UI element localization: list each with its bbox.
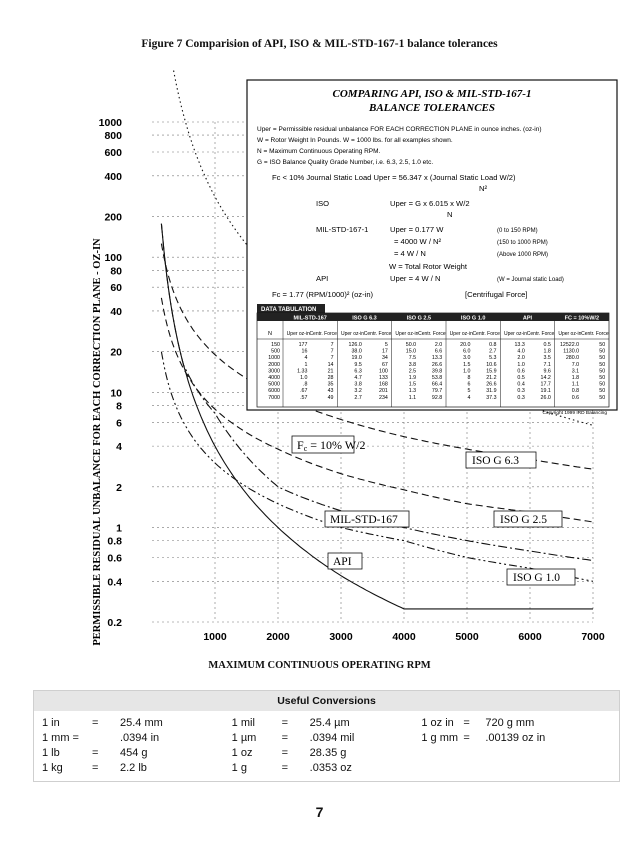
useful-conversions-panel bbox=[33, 690, 620, 782]
formula-fc-denominator: N² bbox=[479, 184, 488, 193]
tab-cell: 4.7 bbox=[354, 375, 362, 381]
curve-labels bbox=[292, 436, 575, 585]
x-tick-label: 3000 bbox=[329, 631, 353, 643]
tab-cell: 1.1 bbox=[408, 394, 417, 401]
y-tick-label: 200 bbox=[104, 211, 122, 224]
tab-cell: 2.7 bbox=[489, 348, 497, 355]
tab-uper-header: Uper oz-in bbox=[286, 331, 310, 337]
tab-cell: 14 bbox=[327, 361, 334, 368]
iso-label: ISO bbox=[316, 199, 330, 208]
y-tick-label: 10 bbox=[110, 387, 122, 400]
tab-cell: 7.1 bbox=[543, 361, 551, 368]
y-tick-label: 400 bbox=[104, 170, 122, 183]
tab-cell: 7 bbox=[330, 342, 334, 348]
tab-cell: 39.8 bbox=[431, 368, 443, 375]
x-tick-label: 5000 bbox=[455, 631, 479, 643]
tab-cell: 4 bbox=[304, 355, 308, 362]
conversion-equals: = bbox=[281, 762, 289, 774]
tab-group-header: ISO G 2.5 bbox=[406, 315, 432, 322]
tab-cell: 15.9 bbox=[486, 368, 497, 375]
tab-cell: 3.1 bbox=[571, 368, 580, 375]
tab-cell: 92.8 bbox=[431, 394, 443, 401]
tab-cell: 14.2 bbox=[540, 375, 551, 381]
tab-cell: 19.1 bbox=[540, 388, 551, 395]
tab-cell: 50 bbox=[599, 394, 606, 401]
tab-cell: 1000 bbox=[268, 355, 280, 362]
conversion-unit: 1 µm bbox=[231, 732, 257, 744]
conversion-unit: 1 g bbox=[231, 762, 247, 774]
tab-cell: 43 bbox=[327, 388, 334, 395]
label-fc-10-percent: Fc = 10% W/2 bbox=[297, 438, 366, 453]
tab-cell: 16 bbox=[301, 348, 308, 355]
tab-cell: 50 bbox=[599, 375, 606, 381]
tab-cell: 6.6 bbox=[434, 348, 443, 355]
tab-cell: 0.6 bbox=[517, 368, 525, 375]
tab-cell: 2.7 bbox=[354, 394, 362, 401]
conversion-unit: 1 oz bbox=[231, 747, 253, 759]
tab-cell: 201 bbox=[379, 388, 388, 395]
conversion-row bbox=[42, 746, 232, 761]
tab-cell: 2.0 bbox=[517, 355, 525, 362]
y-axis-label: PERMISSIBLE RESIDUAL UNBALANCE FOR EACH CORRECTION PLANE - OZ-IN bbox=[92, 238, 103, 646]
mil-note-1: (0 to 150 RPM) bbox=[497, 228, 538, 234]
def-w: W = Rotor Weight In Pounds. W = 1000 lbs. for all examples shown. bbox=[257, 137, 453, 144]
tab-cell: 0.3 bbox=[517, 388, 525, 395]
tab-cell: 3.8 bbox=[408, 361, 417, 368]
tab-cell: 0.4 bbox=[517, 381, 525, 388]
y-tick-label: 60 bbox=[110, 282, 122, 295]
label-iso-g-2-5: ISO G 2.5 bbox=[500, 514, 547, 526]
tab-cell: 21.2 bbox=[486, 375, 497, 381]
y-tick-label: 800 bbox=[104, 130, 122, 143]
inset-title-line1: COMPARING API, ISO & MIL-STD-167-1 bbox=[332, 88, 532, 100]
conversion-equals: = bbox=[92, 762, 99, 774]
tab-cell: 7 bbox=[330, 355, 334, 362]
tab-cell: 50 bbox=[599, 348, 606, 355]
tab-cell: 50.0 bbox=[405, 342, 417, 348]
mil-note-2: (150 to 1000 RPM) bbox=[497, 240, 548, 246]
y-tick-label: 4 bbox=[116, 441, 122, 454]
tab-cell: 0.5 bbox=[543, 342, 551, 348]
conversion-value: .0394 in bbox=[120, 732, 160, 744]
conversion-equals: = bbox=[281, 747, 289, 759]
conversion-row bbox=[232, 761, 422, 776]
conversion-value: 2.2 lb bbox=[120, 762, 147, 774]
tab-cell: 3.0 bbox=[463, 355, 471, 362]
y-tick-label: 80 bbox=[110, 265, 122, 278]
tab-cell: 49 bbox=[327, 394, 334, 401]
conversion-equals: = bbox=[281, 717, 289, 729]
y-tick-label: 0.8 bbox=[107, 535, 122, 548]
tab-cell: 26.6 bbox=[431, 361, 443, 368]
conversion-unit: 1 oz in bbox=[421, 717, 454, 729]
tab-cell: 21 bbox=[327, 368, 334, 375]
conversion-equals: = bbox=[92, 717, 99, 729]
tab-cell: 67 bbox=[381, 361, 388, 368]
conversion-equals bbox=[92, 731, 120, 746]
mil-formula-3: = 4 W / N bbox=[394, 249, 426, 258]
tab-cell: 53.8 bbox=[431, 375, 443, 381]
tab-cell: 0.8 bbox=[571, 388, 580, 395]
tab-group-header: ISO G 1.0 bbox=[460, 315, 486, 322]
tab-cell: 1.9 bbox=[408, 375, 417, 381]
tab-cell: 0.8 bbox=[489, 342, 497, 348]
page-number: 7 bbox=[315, 804, 324, 820]
tab-cell: 31.9 bbox=[486, 388, 497, 395]
tab-cell: 6 bbox=[467, 381, 471, 388]
tab-cell: 5000 bbox=[268, 381, 280, 388]
tab-cell: 1.8 bbox=[543, 348, 551, 355]
tab-cell: 1.8 bbox=[571, 375, 580, 381]
tab-label: DATA TABULATION bbox=[261, 307, 317, 313]
conversion-unit: 1 g mm bbox=[421, 732, 459, 744]
label-iso-g-1-0: ISO G 1.0 bbox=[513, 572, 560, 584]
conversion-row bbox=[42, 761, 232, 776]
fc-formula: Fc = 1.77 (RPM/1000)² (oz-in) bbox=[272, 290, 374, 299]
total-rotor-weight: W = Total Rotor Weight bbox=[389, 262, 468, 271]
tab-force-header: Centr. Force bbox=[526, 331, 555, 337]
tab-cell: 34 bbox=[381, 355, 388, 362]
y-tick-label: 600 bbox=[104, 146, 122, 159]
conversion-equals: = bbox=[463, 732, 470, 744]
tab-cell: 50 bbox=[599, 342, 606, 348]
conversions-column-small-units bbox=[232, 716, 422, 776]
conversion-equals: = bbox=[463, 717, 470, 729]
label-mil-std-167: MIL-STD-167 bbox=[330, 514, 398, 526]
x-tick-label: 2000 bbox=[266, 631, 290, 643]
tab-cell: 0.3 bbox=[517, 394, 525, 401]
mil-label: MIL-STD-167-1 bbox=[316, 225, 369, 234]
conversion-value: .0394 mil bbox=[309, 732, 355, 744]
formula-fc-limit: Fc < 10% Journal Static Load Uper = 56.347 x (Journal Static Load W/2) bbox=[272, 173, 516, 182]
tab-uper-header: Uper oz-in bbox=[395, 331, 419, 337]
conversions-column-unbalance bbox=[421, 716, 611, 776]
tab-cell: 7.5 bbox=[408, 355, 417, 362]
conversion-row bbox=[42, 716, 232, 731]
tab-group-header: MIL-STD-167 bbox=[293, 315, 327, 322]
tab-cell: 1.0 bbox=[463, 368, 471, 375]
tab-force-header: Centr. Force bbox=[309, 331, 337, 337]
tab-cell: 50 bbox=[599, 355, 606, 362]
y-tick-label: 2 bbox=[116, 481, 122, 494]
conversion-equals: = bbox=[281, 732, 289, 744]
tab-cell: 234 bbox=[379, 394, 388, 401]
x-tick-label: 7000 bbox=[581, 631, 605, 643]
tab-group-header: API bbox=[522, 315, 533, 322]
tab-cell: 7000 bbox=[268, 394, 280, 401]
tab-cell: 168 bbox=[379, 381, 388, 388]
x-axis-label: MAXIMUM CONTINUOUS OPERATING RPM bbox=[208, 660, 431, 671]
mil-formula-2: = 4000 W / N² bbox=[394, 237, 442, 246]
tab-cell: 177 bbox=[298, 342, 308, 348]
tab-cell: 26.0 bbox=[540, 394, 551, 401]
tab-cell: 5 bbox=[467, 388, 471, 395]
tab-cell: 4000 bbox=[268, 375, 280, 381]
tab-force-header: Centr. Force bbox=[581, 331, 609, 337]
conversion-unit: 1 lb bbox=[42, 747, 60, 759]
tab-cell: 1.5 bbox=[463, 361, 471, 368]
tab-cell: 9.5 bbox=[354, 361, 362, 368]
conversion-unit: 1 mil bbox=[231, 717, 255, 729]
tab-cell: 1.0 bbox=[517, 361, 525, 368]
def-n: N = Maximum Continuous Operating RPM. bbox=[257, 148, 381, 155]
tab-cell: 3.5 bbox=[543, 355, 551, 362]
tab-cell: 3.8 bbox=[354, 381, 362, 388]
y-tick-label: 40 bbox=[110, 305, 122, 318]
tab-cell: 37.3 bbox=[486, 394, 497, 401]
tab-cell: 6.0 bbox=[463, 348, 471, 355]
tab-cell: 9.6 bbox=[543, 368, 551, 375]
tab-cell: 15.0 bbox=[405, 348, 417, 355]
tab-cell: 1.3 bbox=[408, 388, 417, 395]
conversion-unit: 1 kg bbox=[42, 762, 63, 774]
tab-cell: 1130.0 bbox=[563, 348, 580, 355]
tab-cell: 26.6 bbox=[486, 381, 497, 388]
api-note: (W = Journal static Load) bbox=[497, 277, 564, 283]
conversion-value: 454 g bbox=[120, 747, 148, 759]
tab-cell: 7 bbox=[330, 348, 334, 355]
tab-cell: .8 bbox=[303, 381, 308, 388]
y-tick-label: 20 bbox=[110, 346, 122, 359]
balance-tolerance-chart bbox=[0, 60, 639, 660]
conversion-unit: 1 mm = bbox=[42, 732, 79, 744]
y-tick-label: 8 bbox=[116, 400, 122, 413]
tab-cell: 17.7 bbox=[540, 381, 551, 388]
x-tick-label: 6000 bbox=[518, 631, 542, 643]
tab-force-header: Centr. Force bbox=[472, 331, 500, 337]
tab-cell: 35 bbox=[327, 381, 334, 388]
y-tick-label: 0.6 bbox=[107, 552, 122, 565]
tab-cell: 1 bbox=[304, 361, 308, 368]
tab-group-header: ISO G 6.3 bbox=[352, 315, 377, 322]
label-iso-g-6-3: ISO G 6.3 bbox=[472, 455, 519, 467]
tab-cell: 3.2 bbox=[354, 388, 362, 395]
tab-cell: 66.4 bbox=[431, 381, 443, 388]
def-uper: Uper = Permissible residual unbalance FOR EACH CORRECTION PLANE in ounce inches. (oz-in) bbox=[257, 126, 542, 133]
inset-copyright: Copyright 1999 IRD Balancing bbox=[542, 411, 607, 416]
conversion-row bbox=[42, 731, 232, 746]
tab-cell: 7.0 bbox=[571, 361, 580, 368]
tab-cell: 8 bbox=[467, 375, 471, 381]
tab-cell: 2000 bbox=[268, 361, 280, 368]
tab-cell: 3000 bbox=[268, 368, 280, 375]
tab-cell: 0.6 bbox=[571, 394, 580, 401]
y-tick-label: 6 bbox=[116, 417, 122, 430]
conversion-value: 28.35 g bbox=[309, 747, 347, 759]
conversion-value: 720 g mm bbox=[485, 717, 535, 729]
tab-uper-header: Uper oz-in bbox=[449, 331, 473, 337]
tab-cell: 20.0 bbox=[460, 342, 471, 348]
tab-cell: 12522.0 bbox=[559, 342, 580, 348]
conversion-value: 25.4 µm bbox=[309, 717, 350, 729]
tab-cell: 38.0 bbox=[351, 348, 362, 355]
tab-n-header: N bbox=[268, 331, 272, 337]
tab-cell: 6000 bbox=[268, 388, 280, 395]
conversion-row bbox=[232, 746, 422, 761]
tab-cell: 5 bbox=[384, 342, 388, 348]
tab-cell: 1.5 bbox=[408, 381, 417, 388]
tab-cell: 28 bbox=[327, 375, 334, 381]
tab-cell: 133 bbox=[379, 375, 388, 381]
tab-cell: 50 bbox=[599, 388, 606, 395]
tab-cell: 17 bbox=[381, 348, 388, 355]
tab-cell: .67 bbox=[300, 388, 308, 395]
tab-cell: 2.0 bbox=[434, 342, 443, 348]
tab-cell: 2.5 bbox=[408, 368, 417, 375]
api-label: API bbox=[316, 274, 329, 283]
tab-force-header: Centr. Force bbox=[363, 331, 392, 337]
conversion-equals: = bbox=[92, 747, 99, 759]
figure-title: Figure 7 Comparision of API, ISO & MIL-STD-167-1 balance tolerances bbox=[141, 38, 498, 50]
tab-cell: 4 bbox=[467, 394, 471, 401]
conversion-value: .00139 oz in bbox=[485, 732, 546, 744]
label-api: API bbox=[333, 556, 352, 568]
tab-cell: 100 bbox=[379, 368, 388, 375]
tab-uper-header: Uper oz-in bbox=[504, 331, 528, 337]
mil-formula-1: Uper = 0.177 W bbox=[390, 225, 444, 234]
x-tick-label: 4000 bbox=[392, 631, 416, 643]
tab-cell: 6.3 bbox=[354, 368, 362, 375]
conversion-value: 25.4 mm bbox=[120, 717, 163, 729]
tab-cell: 1.0 bbox=[300, 375, 308, 381]
conversion-row bbox=[421, 731, 611, 746]
conversion-value: .0353 oz bbox=[309, 762, 352, 774]
tab-cell: 50 bbox=[599, 381, 606, 388]
tab-group-header: FC = 10%W/2 bbox=[564, 315, 600, 322]
tab-cell: 79.7 bbox=[431, 388, 443, 395]
y-tick-label: 1000 bbox=[98, 117, 122, 129]
tab-cell: 150 bbox=[271, 342, 280, 348]
x-tick-label: 1000 bbox=[203, 631, 227, 643]
tab-cell: 126.0 bbox=[348, 342, 362, 348]
y-tick-label: 0.2 bbox=[107, 617, 122, 629]
iso-formula: Uper = G x 6.015 x W/2 bbox=[390, 199, 470, 208]
tab-cell: 0.5 bbox=[517, 375, 525, 381]
tab-cell: 19.0 bbox=[351, 355, 362, 362]
iso-denominator: N bbox=[447, 210, 453, 219]
api-formula: Uper = 4 W / N bbox=[390, 274, 441, 283]
tab-cell: 1.1 bbox=[571, 381, 580, 388]
conversions-column-length-mass bbox=[42, 716, 232, 776]
inset-title-line2: BALANCE TOLERANCES bbox=[368, 102, 496, 114]
y-tick-label: 1 bbox=[116, 522, 122, 535]
mil-note-3: (Above 1000 RPM) bbox=[497, 252, 549, 258]
tab-cell: 1.33 bbox=[297, 368, 308, 375]
def-g: G = ISO Balance Quality Grade Number, i.e. 6.3, 2.5, 1.0 etc. bbox=[257, 159, 434, 166]
y-tick-label: 100 bbox=[104, 252, 122, 265]
tab-uper-header: Uper oz-in bbox=[558, 331, 582, 337]
tab-cell: .57 bbox=[300, 394, 308, 401]
tab-cell: 13.3 bbox=[431, 355, 443, 362]
conversion-row bbox=[232, 731, 422, 746]
tab-cell: 280.0 bbox=[565, 355, 580, 362]
inset-comparison-box bbox=[247, 80, 617, 416]
tab-cell: 50 bbox=[599, 368, 606, 375]
fc-note: [Centrifugal Force] bbox=[465, 290, 528, 299]
tab-cell: 4.0 bbox=[517, 348, 525, 355]
tab-uper-header: Uper oz-in bbox=[341, 331, 365, 337]
conversion-row bbox=[232, 716, 422, 731]
tab-cell: 500 bbox=[271, 348, 280, 355]
conversion-row bbox=[421, 716, 611, 731]
conversion-unit: 1 in bbox=[42, 717, 60, 729]
tab-cell: 10.6 bbox=[486, 361, 497, 368]
tab-cell: 50 bbox=[599, 361, 606, 368]
tab-force-header: Centr. Force bbox=[418, 331, 446, 337]
y-tick-label: 0.4 bbox=[107, 576, 122, 589]
conversions-title: Useful Conversions bbox=[34, 691, 619, 711]
tab-cell: 13.3 bbox=[514, 342, 525, 348]
tab-cell: 5.3 bbox=[489, 355, 497, 362]
